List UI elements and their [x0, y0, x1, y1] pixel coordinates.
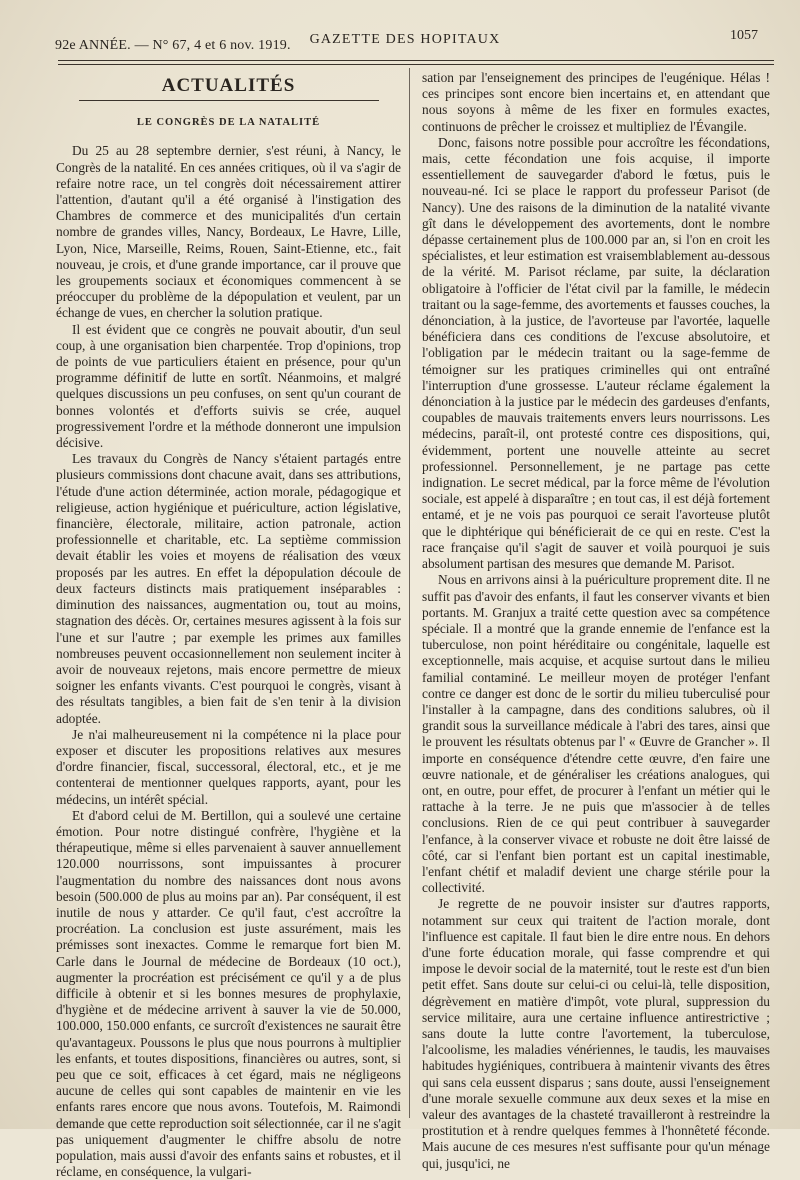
paragraph: Les travaux du Congrès de Nancy s'étaient partagés entre plusieurs commissions dont chacune avait, dans ses attributions, l'étude d'une action déterminée, action morale, pédagogique et religieuse, action hygiénique et puériculture, action législative, financière, électorale, militaire, action patronale, action professionnelle et charitable, etc. La septième commission devait établir les voies et moyens de réalisation des vœux proposés par les autres. En effet la dépopulation découle de deux facteurs distincts mais pratiquement inséparables : diminution des naissances, augmentation ou, tout au moins, stagnation des décès. Or, certaines mesures agissent à la fois sur l'une et sur l'autre ; par exemple les primes aux familles nombreuses peuvent occasionnellement non seulement inciter à avoir de nouveaux rejetons, mais encore permettre de mieux soigner les enfants vivants. C'est pourquoi le congrès, visant à des résultats tangibles, a bien fait de s'en tenir à la division adoptée.	[56, 451, 401, 726]
column-divider	[409, 68, 410, 1118]
paragraph: Je n'ai malheureusement ni la compétence ni la place pour exposer et discuter les propositions relatives aux mesures d'ordre financier, fiscal, successoral, électoral, etc., et je me contenterai de mentionner quelques rapports, ayant, pour les médecins, un intérêt spécial.	[56, 726, 401, 807]
right-column	[422, 70, 770, 1172]
header-rule	[58, 60, 774, 61]
paragraph: Et d'abord celui de M. Bertillon, qui a soulevé une certaine émotion. Pour notre distingué confrère, l'hygiène et la thérapeutique, même si elles parvenaient à sauver annuellement 120.000 nourrissons, sont impuissantes à procurer l'augmentation du nombre des naissances dont nous avons besoin (500.000 de plus au moins par an). Par conséquent, il est inutile de nous y attarder. Ce qu'il faut, c'est accroître la procréation. La conclusion est juste assurément, mais les prémisses sont inexactes. Comme le remarque fort bien M. Carle dans le Journal de médecine de Bordeaux (10 oct.), augmenter la procréation est précisément ce qu'il y a de plus difficile à obtenir et si les bonnes mesures de prophylaxie, d'hygiène et de médecine arrivent à sauver la vie de 50.000, 100.000, 150.000 enfants, ce surcroît d'existences ne saurait être qu'avantageux. Poussons le plus que nous pourrons à multiplier les enfants, et toutes dispositions, financières ou autres, sont, si peu que ce soit, efficaces à cet égard, mais ne négligeons aucune de celles qui sont capables de maintenir en vie les enfants rares encore que nous avons. Toutefois, M. Raimondi demande que cette reproduction soit sélectionnée, car il ne s'agit pas uniquement d'augmenter le chiffre absolu de notre population, mais aussi d'avoir des enfants sains et robustes, et il réclame, en conséquence, la vulgari-	[56, 807, 401, 1180]
page-number: 1057	[730, 28, 758, 43]
page-header	[40, 28, 770, 58]
paragraph: Il est évident que ce congrès ne pouvait aboutir, d'un seul coup, à une organisation bien charpentée. Trop d'opinions, trop de points de vue particuliers étaient en présence, pour qu'un programme définitif de lutte en sortît. Néanmoins, et malgré quelques discussions un peu confuses, on sent qu'un courant de bonnes volontés et d'efforts suivis se crée, auquel progressivement l'ordre et la méthode donneront une impulsion décisive.	[56, 321, 401, 451]
left-column	[56, 70, 401, 1180]
paragraph: Donc, faisons notre possible pour accroître les fécondations, mais, cette fécondation une fois acquise, il importe essentiellement de sauvegarder d'abord le fœtus, puis le nouveau-né. Ici se place le rapport du professeur Parisot (de Nancy). Une des raisons de la diminution de la natalité vivante gît dans le développement des avortements, dont le nombre dépasse certainement plus de 100.000 par an, si l'on en croit les spécialistes, et leur estimation est vraisemblablement au-dessous de la vérité. M. Parisot réclame, par suite, la déclaration obligatoire à l'officier de l'état civil par la famille, le médecin traitant ou la sage-femme, des avortements et fausses couches, la dénonciation, à la justice, de l'avorteuse par l'avortée, laquelle bénéficiera dans ces conditions de l'excuse absolutoire, et l'obligation par le médecin traitant ou la sage-femme de témoigner sur les pratiques criminelles qui ont entraîné l'interruption d'une grossesse. L'auteur réclame également la dénonciation à la justice par le médecin des gardeuses d'enfants, coupables de mauvais traitements envers leurs nourrissons. Les médecins, paraît-il, ont protesté contre ces dispositions, qui, évidemment, portent une nouvelle atteinte au secret professionnel. Personnellement, je ne partage pas cette indignation. Le secret médical, par la force même de l'évolution sociale, est appelé à disparaître ; en tout cas, il est déjà fortement entamé, et je ne vois pas pourquoi ce serait l'avorteuse plutôt que le diphtérique qui bénéficierait de ce qui en reste. C'est la race française qu'il s'agit de sauver et voilà pourquoi je suis absolument partisan des mesures que demande M. Parisot.	[422, 134, 770, 572]
paragraph: Nous en arrivons ainsi à la puériculture proprement dite. Il ne suffit pas d'avoir des enfants, il faut les conserver vivants et bien portants. M. Granjux a traité cette question avec sa compétence spéciale. Il a montré que la grande ennemie de l'enfance est la tuberculose, non point héréditaire ou congénitale, laquelle est exceptionnelle, mais acquise, et acquise surtout dans le milieu familial contaminé. Le meilleur moyen de protéger l'enfant contre ce danger est donc de le sortir du milieu tuberculisé pour l'installer à la campagne, dans des conditions salubres, où il grandit sous la surveillance médicale à l'abri des tares, ainsi que le prouvent les résultats obtenus par l' « Œuvre de Grancher ». Il importe en conséquence d'étendre cette œuvre, d'en faire une œuvre nationale, et de généraliser les créations analogues, qui ont, en outre, pour effet, de procurer à l'enfant un métier qui le rattache à la terre. Je ne puis que m'associer à de telles conclusions. Rien de ce qui peut contribuer à sauvegarder l'enfance, à la conserver vivace et robuste ne doit être laissé de côté, car si l'enfant bien portant est un capital inestimable, l'enfant chétif et maladif devient une charge stérile pour la collectivité.	[422, 572, 770, 896]
paragraph: Du 25 au 28 septembre dernier, s'est réuni, à Nancy, le Congrès de la natalité. En ces années critiques, où il va s'agir de refaire notre race, un tel congrès doit nécessairement attirer l'attention, d'autant qu'il a été organisé à l'instigation des Chambres de commerce et des municipalités d'un certain nombre de grandes villes, Nancy, Bordeaux, Le Havre, Lille, Lyon, Nice, Marseille, Reims, Rouen, Saint-Etienne, etc., fait nouveau, je crois, et d'une grande importance, car il prouve que les groupements sociaux et économiques commencent à se préoccuper du problème de la dépopulation et veulent, par un échange de vues, en chercher la solution pratique.	[56, 143, 401, 321]
header-rule-thin	[58, 64, 774, 65]
article-subtitle: LE CONGRÈS DE LA NATALITÉ	[136, 117, 321, 129]
title-rule	[79, 100, 379, 101]
article-title: ACTUALITÉS	[161, 75, 296, 96]
issue-info: 92e ANNÉE. — N° 67, 4 et 6 nov. 1919.	[55, 38, 291, 53]
paragraph: Je regrette de ne pouvoir insister sur d'autres rapports, notamment sur ceux qui traitent de l'action morale, dont l'influence est capitale. Il faut bien le dire entre nous. En dehors d'une forte éducation morale, qui fasse comprendre et qui impose le devoir social de la maternité, tout le reste est d'un bien petit effet. Sans doute sur celui-ci ou celui-là, telle disposition, dégrèvement en matière d'impôt, vote plural, suppression du service militaire, aura une certaine influence antirestrictive ; sans doute la lutte contre l'avortement, la tuberculose, l'alcoolisme, les maladies vénériennes, le taudis, les mauvaises habitudes hygiéniques, contribuera à maintenir vivants des êtres qui sans cela eussent disparus ; sans doute, aussi l'enseignement d'une morale sexuelle commune aux deux sexes et la mise en valeur des avantages de la chasteté travailleront à restreindre la prostitution et à rendre quelques femmes à l'honnêteté féconde. Mais aucune de ces mesures n'est suffisante pour qu'un ménage qui, jusqu'ici, ne	[422, 896, 770, 1171]
journal-title: GAZETTE DES HOPITAUX	[309, 32, 501, 47]
paragraph: sation par l'enseignement des principes de l'eugénique. Hélas ! ces principes sont encore bien incertains et, en attendant que nous soyons à même de les fixer en formules exactes, continuons de prêcher le croissez et multipliez de l'Évangile.	[422, 70, 770, 134]
